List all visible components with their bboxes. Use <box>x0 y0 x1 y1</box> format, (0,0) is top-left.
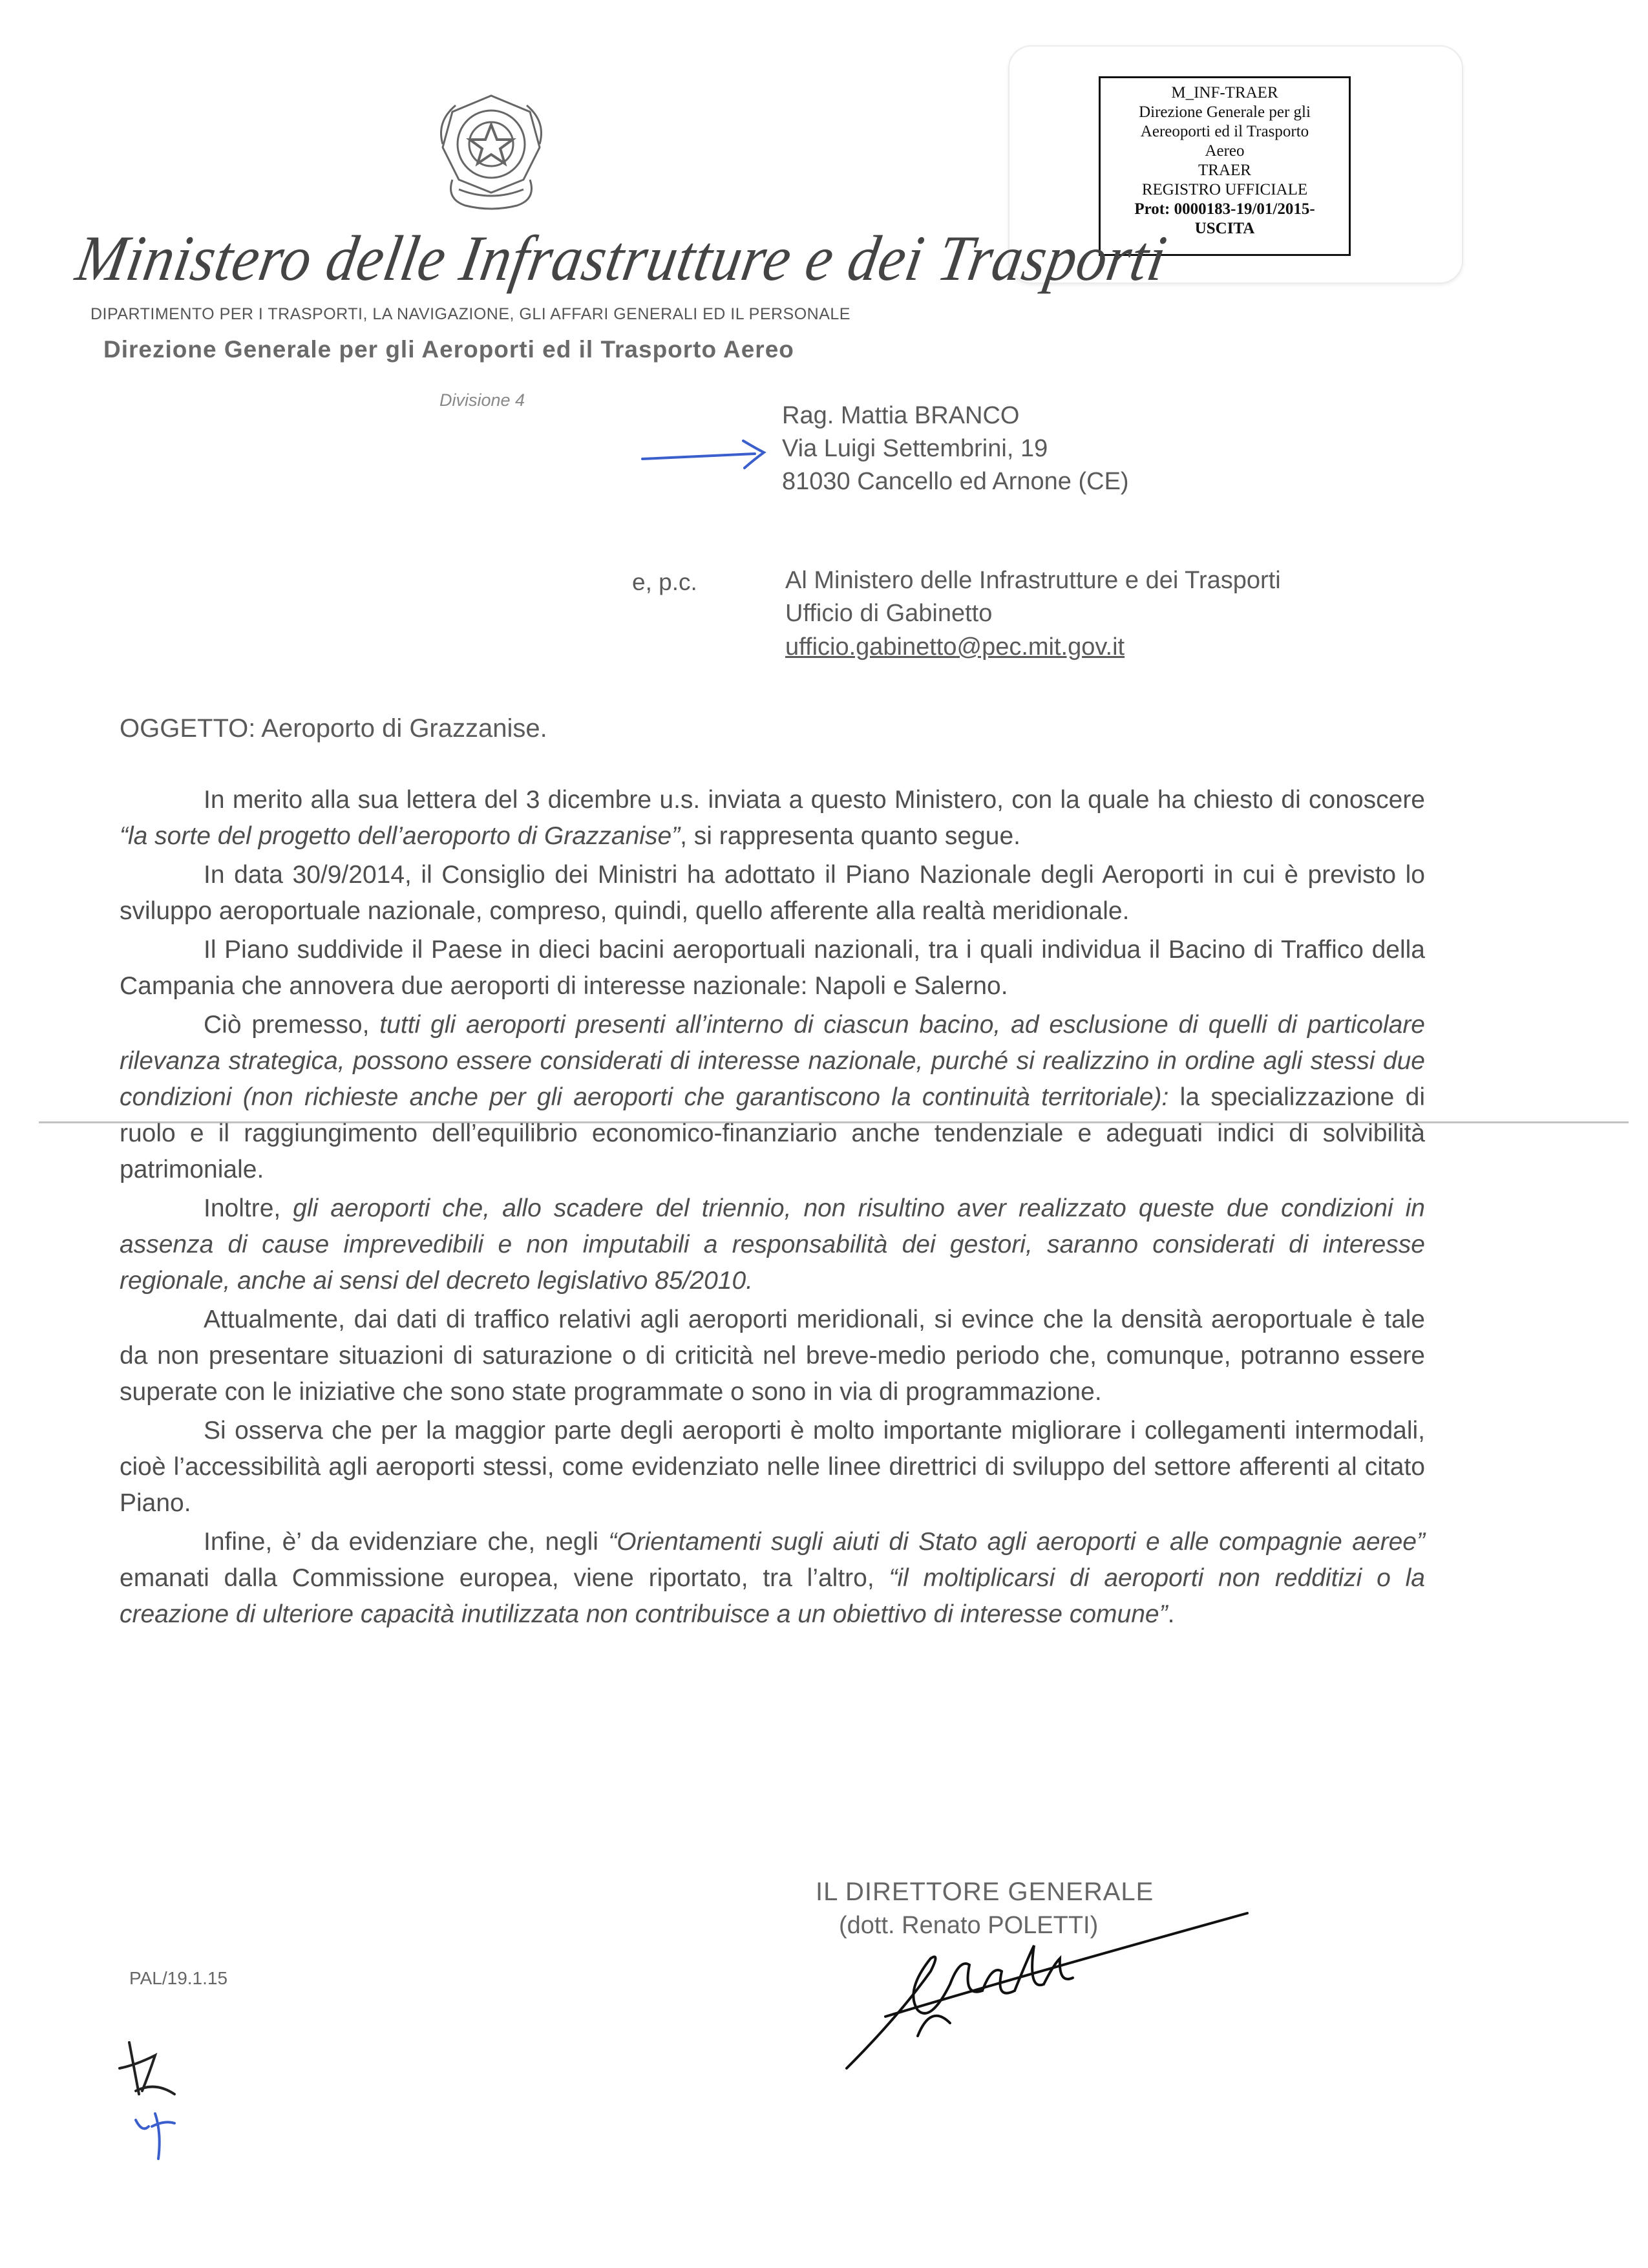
body-paragraph <box>120 1524 1425 1633</box>
body-paragraph: Si osserva che per la maggior parte degli aeroporti è molto importante migliorare i collegamenti intermodali, cioè l’accessibilità agli aeroporti stessi, come evidenziato nelle linee direttrici di sviluppo del settore afferenti al citato Piano. <box>120 1417 1425 1517</box>
cc-line-2: Ufficio di Gabinetto <box>785 600 993 627</box>
department-name: DIPARTIMENTO PER I TRASPORTI, LA NAVIGAZIONE, GLI AFFARI GENERALI ED IL PERSONALE <box>90 305 850 323</box>
handwritten-initials-icon <box>110 2030 207 2172</box>
body-text-run: Infine, è’ da evidenziare che, negli <box>204 1528 609 1556</box>
stamp-line: Direzione Generale per gli <box>1139 103 1311 121</box>
stamp-direction: USCITA <box>1194 220 1255 237</box>
signature-title: IL DIRETTORE GENERALE <box>816 1878 1154 1906</box>
letter-subject: OGGETTO: Aeroporto di Grazzanise. <box>120 714 547 743</box>
handwritten-arrow-icon <box>640 434 776 473</box>
reference-code: PAL/19.1.15 <box>129 1968 228 1988</box>
stamp-protocol-number: Prot: 0000183-19/01/2015- <box>1134 200 1315 218</box>
body-paragraph <box>120 1191 1425 1299</box>
body-quote: “la sorte del progetto dell’aeroporto di Grazzanise” <box>120 822 681 850</box>
body-paragraph <box>120 782 1425 854</box>
signature-name: (dott. Renato POLETTI) <box>839 1912 1099 1939</box>
body-quote: gli aeroporti che, allo scadere del triennio, non risultino aver realizzato queste due condizioni in assenza di cause imprevedibili e non imputabili a responsabilità dei gestori, saranno considerati di interesse regionale, anche ai sensi del decreto legislativo 85/2010. <box>120 1194 1425 1295</box>
body-text-run: Ciò premesso, <box>204 1011 380 1039</box>
body-text-run: In merito alla sua lettera del 3 dicembre u.s. inviata a questo Ministero, con la quale ha chiesto di conoscere <box>204 786 1425 814</box>
cc-email-link[interactable]: ufficio.gabinetto@pec.mit.gov.it <box>785 633 1125 661</box>
body-quote: “il moltiplicarsi di aeroporti non redditizi o la creazione di ulteriore capacità inutilizzata non contribuisce a un obiettivo di interesse comune” <box>120 1564 1425 1628</box>
letter-body <box>120 782 1425 1635</box>
recipient-city: 81030 Cancello ed Arnone (CE) <box>782 468 1129 495</box>
body-text-run: emanati dalla Commissione europea, viene riportato, tra l’altro, <box>120 1564 889 1592</box>
stamp-line: REGISTRO UFFICIALE <box>1141 181 1308 198</box>
body-quote: tutti gli aeroporti presenti all’interno di ciascun bacino, ad esclusione di quelli di particolare rilevanza strategica, possono essere considerati di interesse nazionale, purché si realizzino in ordine agli stessi due condizioni (non richieste anche per gli aeroporti che garantiscono la continuità territoriale): <box>120 1011 1426 1111</box>
cc-label: e, p.c. <box>632 569 697 595</box>
body-paragraph: Attualmente, dai dati di traffico relativi agli aeroporti meridionali, si evince che la densità aeroportuale è tale da non presentare situazioni di saturazione o di criticità nel breve-medio periodo che, comunque, potranno essere superate con le iniziative che sono state programmate o sono in via di programmazione. <box>120 1306 1425 1406</box>
recipient-street: Via Luigi Settembrini, 19 <box>782 435 1048 462</box>
body-paragraph: Il Piano suddivide il Paese in dieci bacini aeroportuali nazionali, tra i quali individua il Bacino di Traffico della Campania che annovera due aeroporti di interesse nazionale: Napoli e Salerno. <box>120 936 1425 1000</box>
stamp-line: Aereoporti ed il Trasporto <box>1140 123 1309 140</box>
directorate-name: Direzione Generale per gli Aeroporti ed il Trasporto Aereo <box>103 336 794 363</box>
body-text-run: , si rappresenta quanto segue. <box>680 822 1020 850</box>
recipient-name: Rag. Mattia BRANCO <box>782 402 1020 429</box>
body-text-run: la specializzazione di ruolo e il raggiungimento dell’equilibrio economico-finanziario anche tendenziale e adeguati indici di solvibilità patrimoniale. <box>120 1083 1425 1183</box>
body-text-run: Inoltre, <box>204 1194 293 1222</box>
stamp-line: Aereo <box>1205 142 1245 160</box>
body-quote: “Orientamenti sugli aiuti di Stato agli aeroporti e alle compagnie aeree” <box>608 1528 1425 1556</box>
body-paragraph: In data 30/9/2014, il Consiglio dei Ministri ha adottato il Piano Nazionale degli Aeroporti in cui è previsto lo sviluppo aeroportuale nazionale, compreso, quindi, quello afferente alla realtà meridionale. <box>120 861 1425 925</box>
body-text-run: . <box>1167 1600 1175 1628</box>
ministry-name: Ministero delle Infrastrutture e dei Trasporti <box>71 222 1172 294</box>
handwritten-signature-icon <box>821 1887 1260 2081</box>
stamp-line: M_INF-TRAER <box>1171 84 1278 101</box>
stamp-line: TRAER <box>1198 162 1251 179</box>
republic-emblem-icon <box>427 83 556 215</box>
body-paragraph <box>120 1007 1425 1188</box>
division-label: Divisione 4 <box>439 390 525 410</box>
cc-line-1: Al Ministero delle Infrastrutture e dei Trasporti <box>785 567 1281 594</box>
